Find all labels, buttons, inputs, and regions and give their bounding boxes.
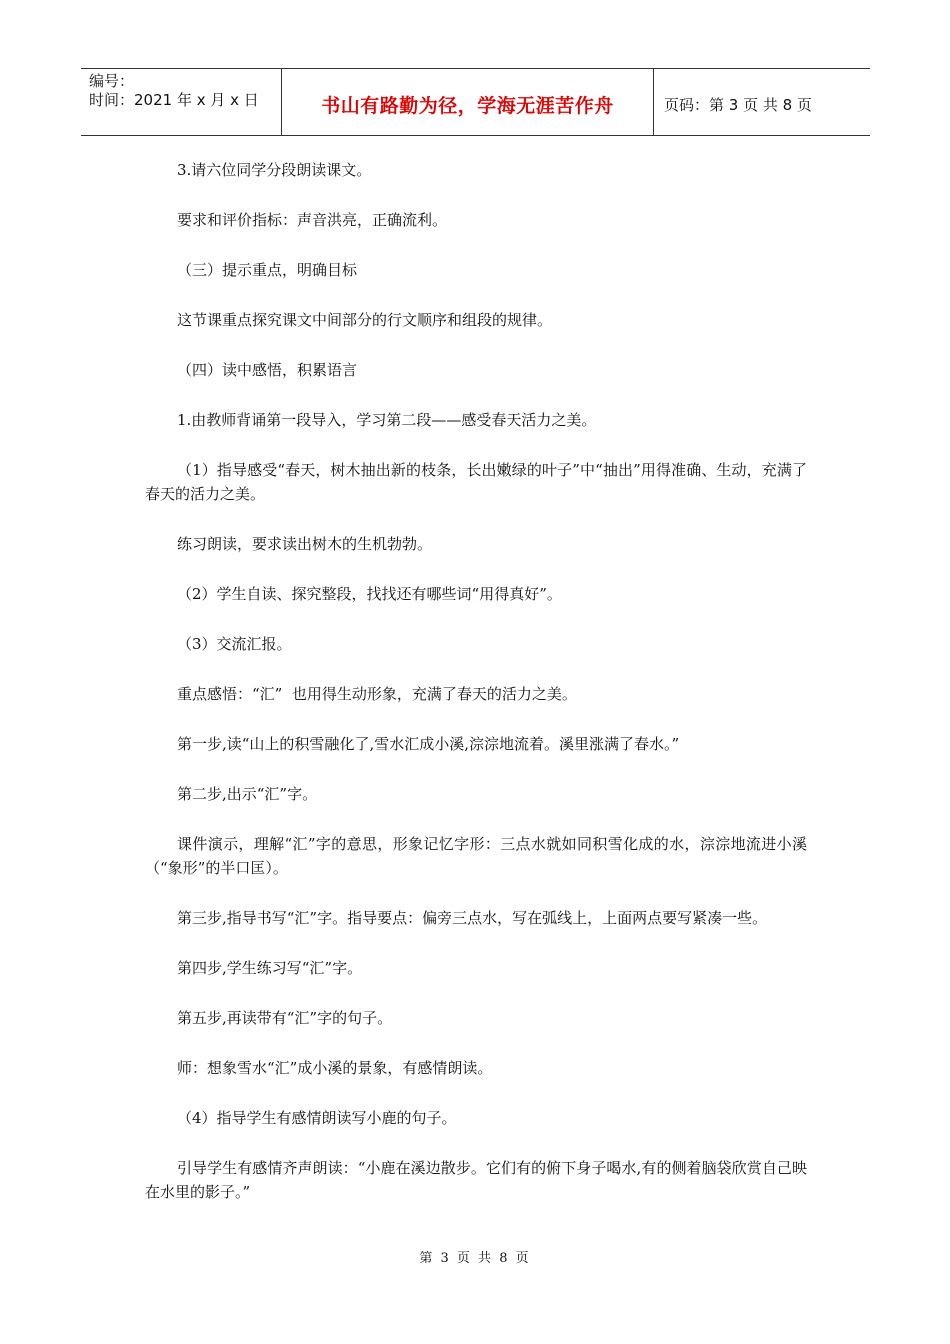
paragraph: （4）指导学生有感情朗读写小鹿的句子。 bbox=[177, 1109, 457, 1127]
paragraph: （三）提示重点，明确目标 bbox=[177, 261, 358, 279]
header-page-cell bbox=[654, 69, 870, 135]
paragraph: 第五步,再读带有“汇”字的句子。 bbox=[177, 1009, 393, 1027]
header-motto: 书山有路勤为径，学海无涯苦作舟 bbox=[321, 94, 614, 117]
paragraph: 第二步,出示“汇”字。 bbox=[177, 785, 318, 803]
paragraph: 第三步,指导书写“汇”字。指导要点：偏旁三点水，写在弧线上，上面两点要写紧凑一些。 bbox=[177, 909, 768, 927]
paragraph: 第一步,读“山上的积雪融化了,雪水汇成小溪,淙淙地流着。溪里涨满了春水。” bbox=[177, 735, 680, 753]
header-page-number: 页码：第 3 页 共 8 页 bbox=[664, 95, 812, 114]
paragraph: 1.由教师背诵第一段导入，学习第二段——感受春天活力之美。 bbox=[177, 411, 597, 429]
paragraph: 要求和评价指标：声音洪亮，正确流利。 bbox=[177, 211, 448, 229]
paragraph: （2）学生自读、探究整段，找找还有哪些词“用得真好”。 bbox=[177, 585, 562, 603]
page-header bbox=[81, 68, 870, 136]
paragraph: 师：想象雪水“汇”成小溪的景象，有感情朗读。 bbox=[177, 1059, 493, 1077]
paragraph: 第四步,学生练习写“汇”字。 bbox=[177, 959, 363, 977]
paragraph: 重点感悟：“汇” 也用得生动形象，充满了春天的活力之美。 bbox=[177, 685, 577, 703]
document-date-label: 时间：2021 年 x 月 x 日 bbox=[89, 91, 259, 109]
header-motto-cell bbox=[282, 69, 654, 135]
document-number-label: 编号： bbox=[89, 72, 135, 90]
document-body bbox=[145, 158, 807, 1230]
paragraph: 引导学生有感情齐声朗读：“小鹿在溪边散步。它们有的俯下身子喝水,有的侧着脑袋欣赏自己映在水里的影子。” bbox=[145, 1159, 807, 1201]
header-meta bbox=[81, 69, 282, 135]
paragraph: 练习朗读，要求读出树木的生机勃勃。 bbox=[177, 535, 433, 553]
paragraph: （1）指导感受“春天，树木抽出新的枝条，长出嫩绿的叶子”中“抽出”用得准确、生动，充满了春天的活力之美。 bbox=[145, 461, 807, 503]
paragraph: （3）交流汇报。 bbox=[177, 635, 292, 653]
paragraph: 3.请六位同学分段朗读课文。 bbox=[177, 161, 372, 179]
paragraph: 课件演示，理解“汇”字的意思，形象记忆字形：三点水就如同积雪化成的水，淙淙地流进小溪（“象形”的半口匡）。 bbox=[145, 835, 807, 877]
paragraph: （四）读中感悟，积累语言 bbox=[177, 361, 358, 379]
page-footer bbox=[0, 1247, 950, 1266]
paragraph: 这节课重点探究课文中间部分的行文顺序和组段的规律。 bbox=[177, 311, 553, 329]
footer-page-number: 第 3 页 共 8 页 bbox=[419, 1251, 531, 1266]
